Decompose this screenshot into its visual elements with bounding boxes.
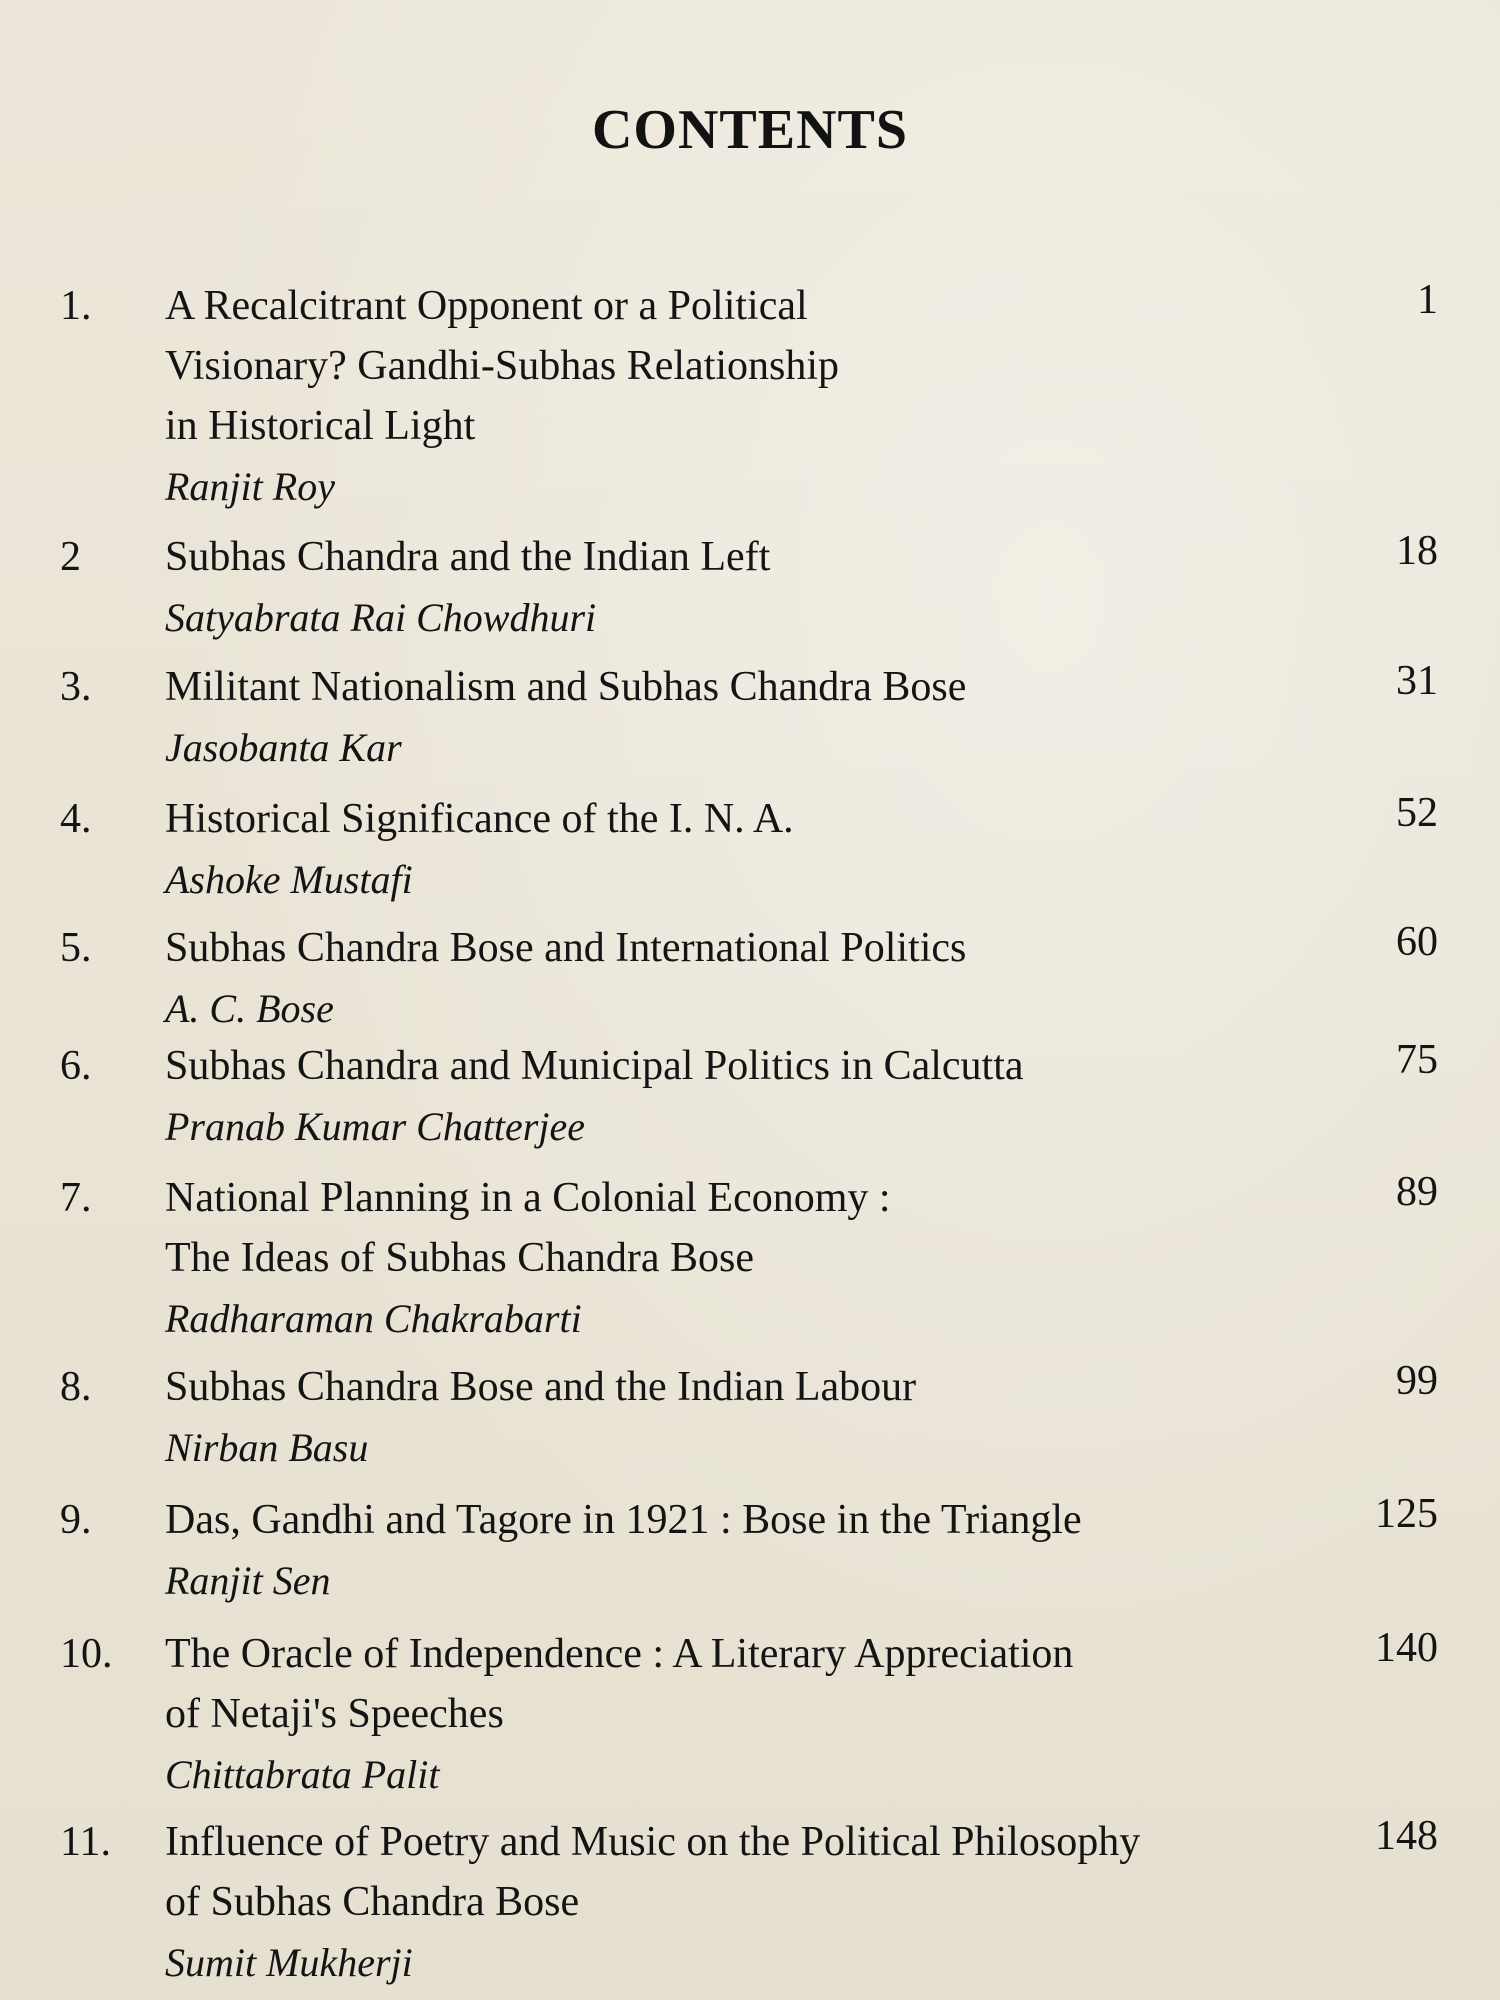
- entry-title-line: Militant Nationalism and Subhas Chandra Bose: [165, 664, 967, 710]
- entry-page-number: 60: [1396, 919, 1438, 965]
- entry-number: 2: [60, 534, 81, 580]
- entry-title-line: Influence of Poetry and Music on the Political Philosophy: [165, 1819, 1141, 1865]
- entry-number: 9.: [60, 1497, 92, 1543]
- entry-title-line: of Netaji's Speeches: [165, 1691, 504, 1737]
- entry-author: Pranab Kumar Chatterjee: [165, 1104, 585, 1149]
- entry-title-line: of Subhas Chandra Bose: [165, 1879, 580, 1925]
- entry-number: 11.: [60, 1819, 111, 1865]
- entry-title-line: Subhas Chandra and Municipal Politics in Calcutta: [165, 1043, 1024, 1089]
- contents-heading: CONTENTS: [591, 99, 909, 161]
- entry-number: 4.: [60, 796, 92, 842]
- entry-title-line: A Recalcitrant Opponent or a Political: [165, 283, 808, 329]
- entry-author: A. C. Bose: [165, 986, 334, 1031]
- entry-author: Ranjit Roy: [165, 464, 335, 509]
- entry-title-line: Das, Gandhi and Tagore in 1921 : Bose in the Triangle: [165, 1497, 1082, 1543]
- entry-title-line: The Ideas of Subhas Chandra Bose: [165, 1235, 755, 1281]
- entry-author: Radharaman Chakrabarti: [165, 1296, 582, 1341]
- entry-page-number: 89: [1396, 1169, 1438, 1215]
- entry-page-number: 1: [1417, 277, 1438, 323]
- entry-title-line: in Historical Light: [165, 403, 476, 449]
- entry-number: 1.: [60, 283, 92, 329]
- entry-page-number: 99: [1396, 1358, 1438, 1404]
- entry-author: Satyabrata Rai Chowdhuri: [165, 595, 597, 640]
- entry-page-number: 31: [1396, 658, 1438, 704]
- entry-author: Ranjit Sen: [165, 1558, 331, 1603]
- entry-number: 5.: [60, 925, 92, 971]
- entry-number: 6.: [60, 1043, 92, 1089]
- entry-number: 8.: [60, 1364, 92, 1410]
- entry-page-number: 75: [1396, 1037, 1438, 1083]
- entry-page-number: 18: [1396, 528, 1438, 574]
- entry-page-number: 148: [1375, 1813, 1438, 1859]
- entry-author: Sumit Mukherji: [165, 1940, 413, 1985]
- entry-page-number: 140: [1375, 1625, 1438, 1671]
- entry-author: Nirban Basu: [165, 1425, 369, 1470]
- entry-title-line: Subhas Chandra Bose and the Indian Labour: [165, 1364, 917, 1410]
- entry-title-line: Subhas Chandra Bose and International Politics: [165, 925, 967, 971]
- entry-title-line: Visionary? Gandhi-Subhas Relationship: [165, 343, 840, 389]
- entry-number: 10.: [60, 1631, 113, 1677]
- entry-page-number: 52: [1396, 790, 1438, 836]
- entry-title-line: Subhas Chandra and the Indian Left: [165, 534, 771, 580]
- entry-title-line: The Oracle of Independence : A Literary Appreciation: [165, 1631, 1074, 1677]
- entry-number: 3.: [60, 664, 92, 710]
- entry-author: Chittabrata Palit: [165, 1752, 440, 1797]
- entry-author: Ashoke Mustafi: [165, 857, 413, 902]
- entry-title-line: National Planning in a Colonial Economy :: [165, 1175, 891, 1221]
- entry-page-number: 125: [1375, 1491, 1438, 1537]
- entry-title-line: Historical Significance of the I. N. A.: [165, 796, 794, 842]
- entry-number: 7.: [60, 1175, 92, 1221]
- entry-author: Jasobanta Kar: [165, 725, 402, 770]
